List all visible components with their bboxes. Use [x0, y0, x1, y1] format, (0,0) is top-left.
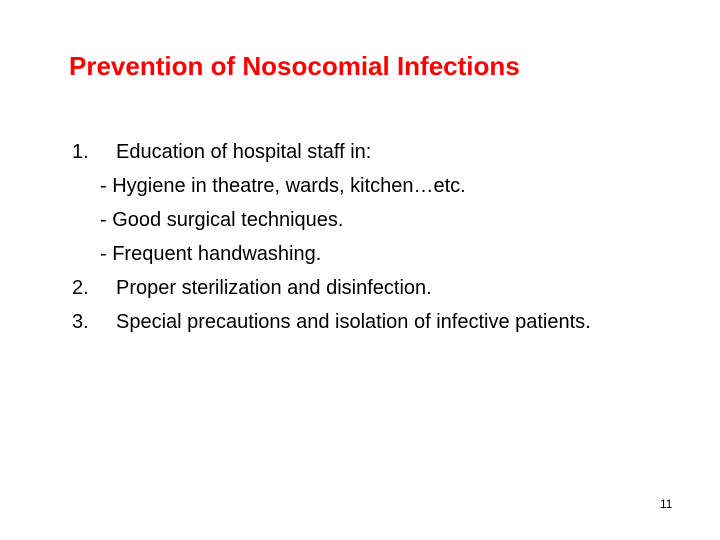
slide-title: Prevention of Nosocomial Infections — [69, 51, 520, 81]
slide-content — [72, 140, 662, 344]
list-item-3-text: Special precautions and isolation of infective patients. — [116, 311, 591, 333]
sub-item-handwashing: - Frequent handwashing. — [100, 243, 322, 265]
sub-item-surgical: - Good surgical techniques. — [100, 209, 344, 231]
list-item-1 — [72, 140, 662, 164]
list-item-3 — [72, 310, 662, 334]
list-item-3-number: 3. — [72, 311, 89, 333]
list-item-1-text: Education of hospital staff in: — [116, 141, 372, 163]
list-item-2-number: 2. — [72, 277, 89, 299]
list-item-2 — [72, 276, 662, 300]
page-number: 11 — [660, 497, 673, 511]
list-item-1-number: 1. — [72, 141, 89, 163]
list-item-2-text: Proper sterilization and disinfection. — [116, 277, 432, 299]
sub-item-hygiene: - Hygiene in theatre, wards, kitchen…etc. — [100, 175, 466, 197]
